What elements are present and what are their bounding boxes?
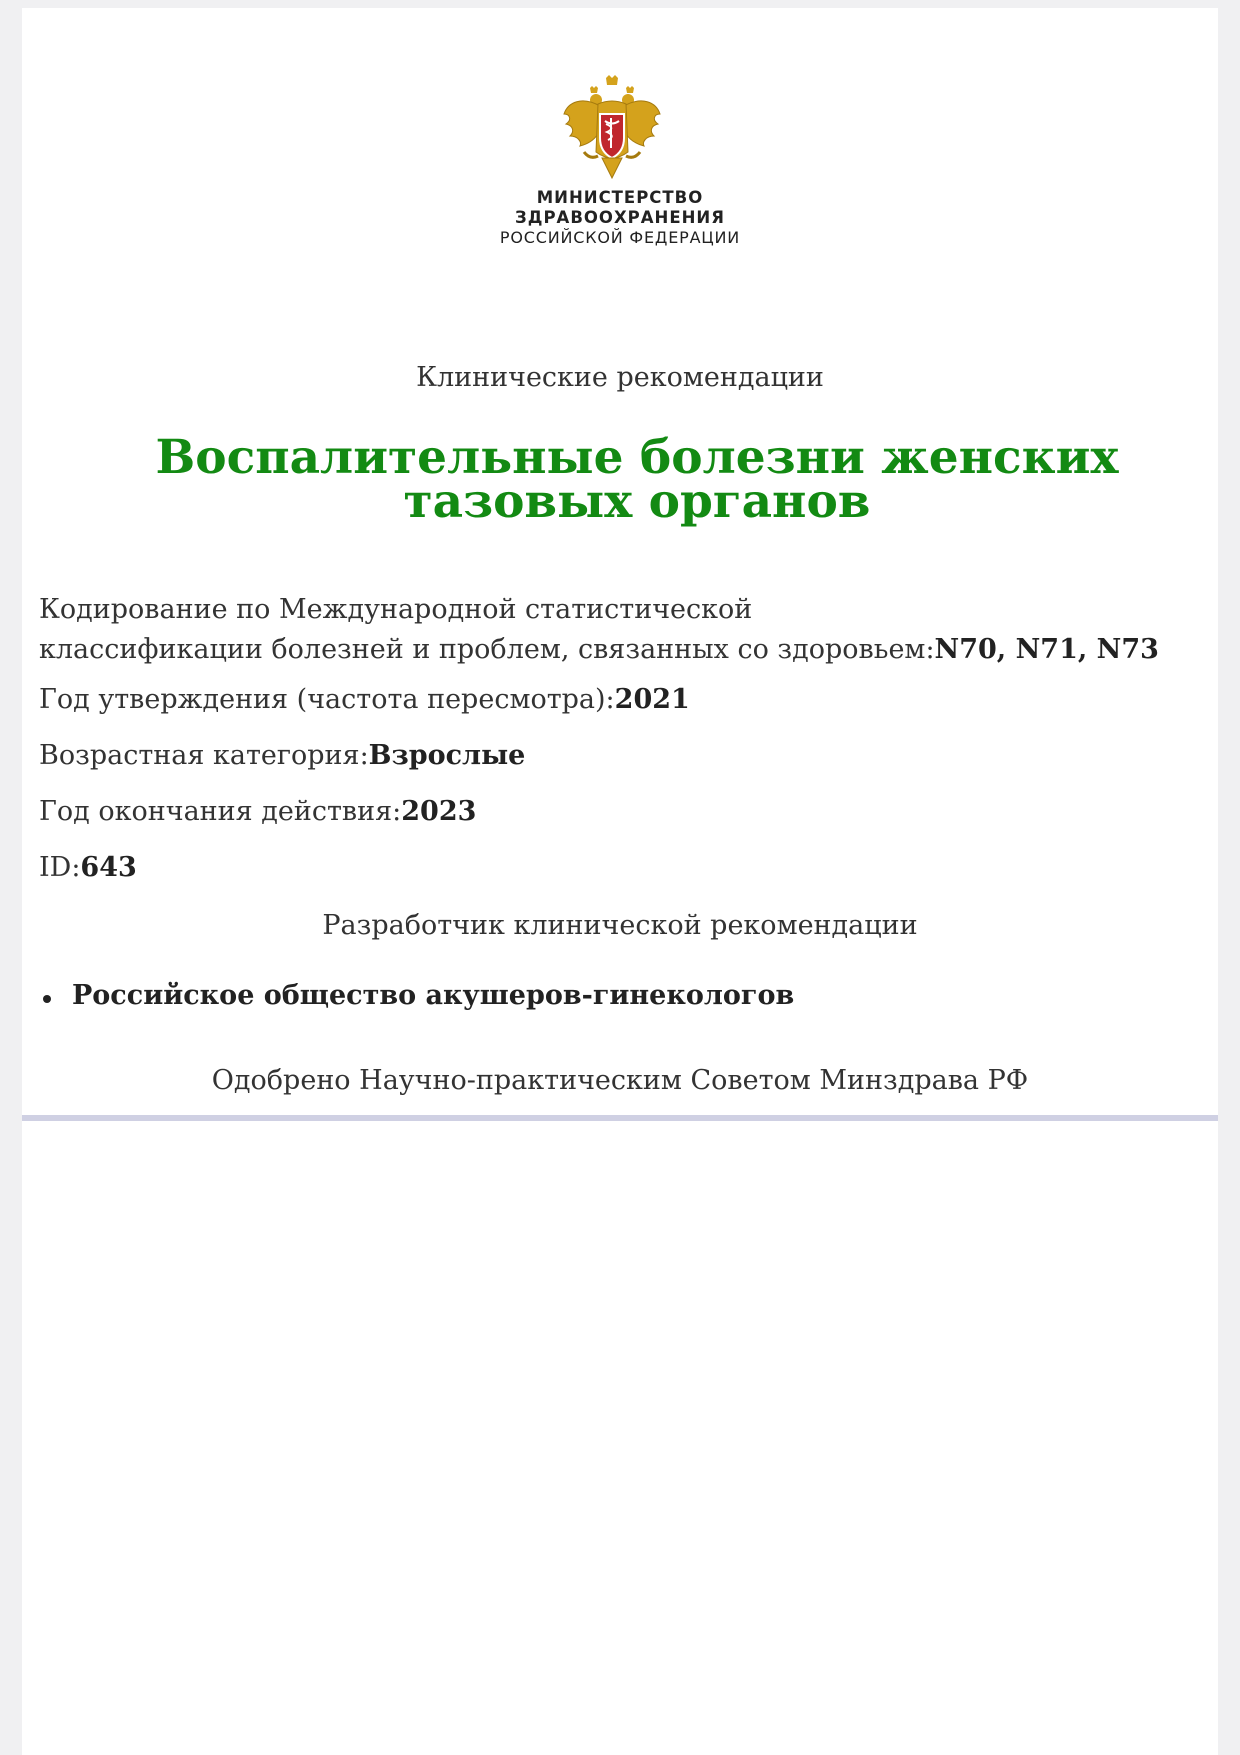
approval-year-label: Год утверждения (частота пересмотра): (39, 684, 615, 715)
ministry-line-3: РОССИЙСКОЙ ФЕДЕРАЦИИ (499, 228, 741, 247)
icd-label-line-1: Кодирование по Международной статистической (39, 594, 753, 625)
approval-year-value: 2021 (614, 684, 690, 715)
expiry-year-value: 2023 (401, 796, 477, 827)
developer-label: Разработчик клинической рекомендации (322, 910, 918, 941)
bullet-icon (43, 995, 51, 1003)
ministry-line-1: МИНИСТЕРСТВО (536, 188, 704, 207)
document-id-label: ID: (39, 852, 81, 883)
document-title: Воспалительные болезни женских тазовых органов (155, 430, 1119, 529)
developer-list (39, 980, 794, 1011)
icd-coding-row (39, 590, 1199, 670)
developer-list-item (39, 980, 794, 1011)
document-page (22, 8, 1218, 1755)
icd-codes-value: N70, N71, N73 (934, 634, 1159, 665)
age-category-label: Возрастная категория: (39, 740, 369, 771)
developer-name: Российское общество акушеров-гинекологов (72, 980, 795, 1011)
document-type-label: Клинические рекомендации (416, 362, 824, 393)
icd-label-line-2: классификации болезней и проблем, связанных со здоровьем: (39, 634, 935, 665)
approval-year-row (39, 680, 1199, 720)
section-divider (22, 1115, 1218, 1121)
expiry-year-row (39, 792, 1199, 832)
coat-of-arms-emblem-icon (562, 74, 662, 184)
age-category-row (39, 736, 1199, 776)
document-id-value: 643 (80, 852, 137, 883)
document-id-row (39, 848, 1199, 888)
approval-note: Одобрено Научно-практическим Советом Минздрава РФ (211, 1065, 1029, 1096)
ministry-line-2: ЗДРАВООХРАНЕНИЯ (515, 208, 725, 227)
ministry-logotype (22, 188, 1218, 248)
expiry-year-label: Год окончания действия: (39, 796, 402, 827)
age-category-value: Взрослые (368, 740, 526, 771)
